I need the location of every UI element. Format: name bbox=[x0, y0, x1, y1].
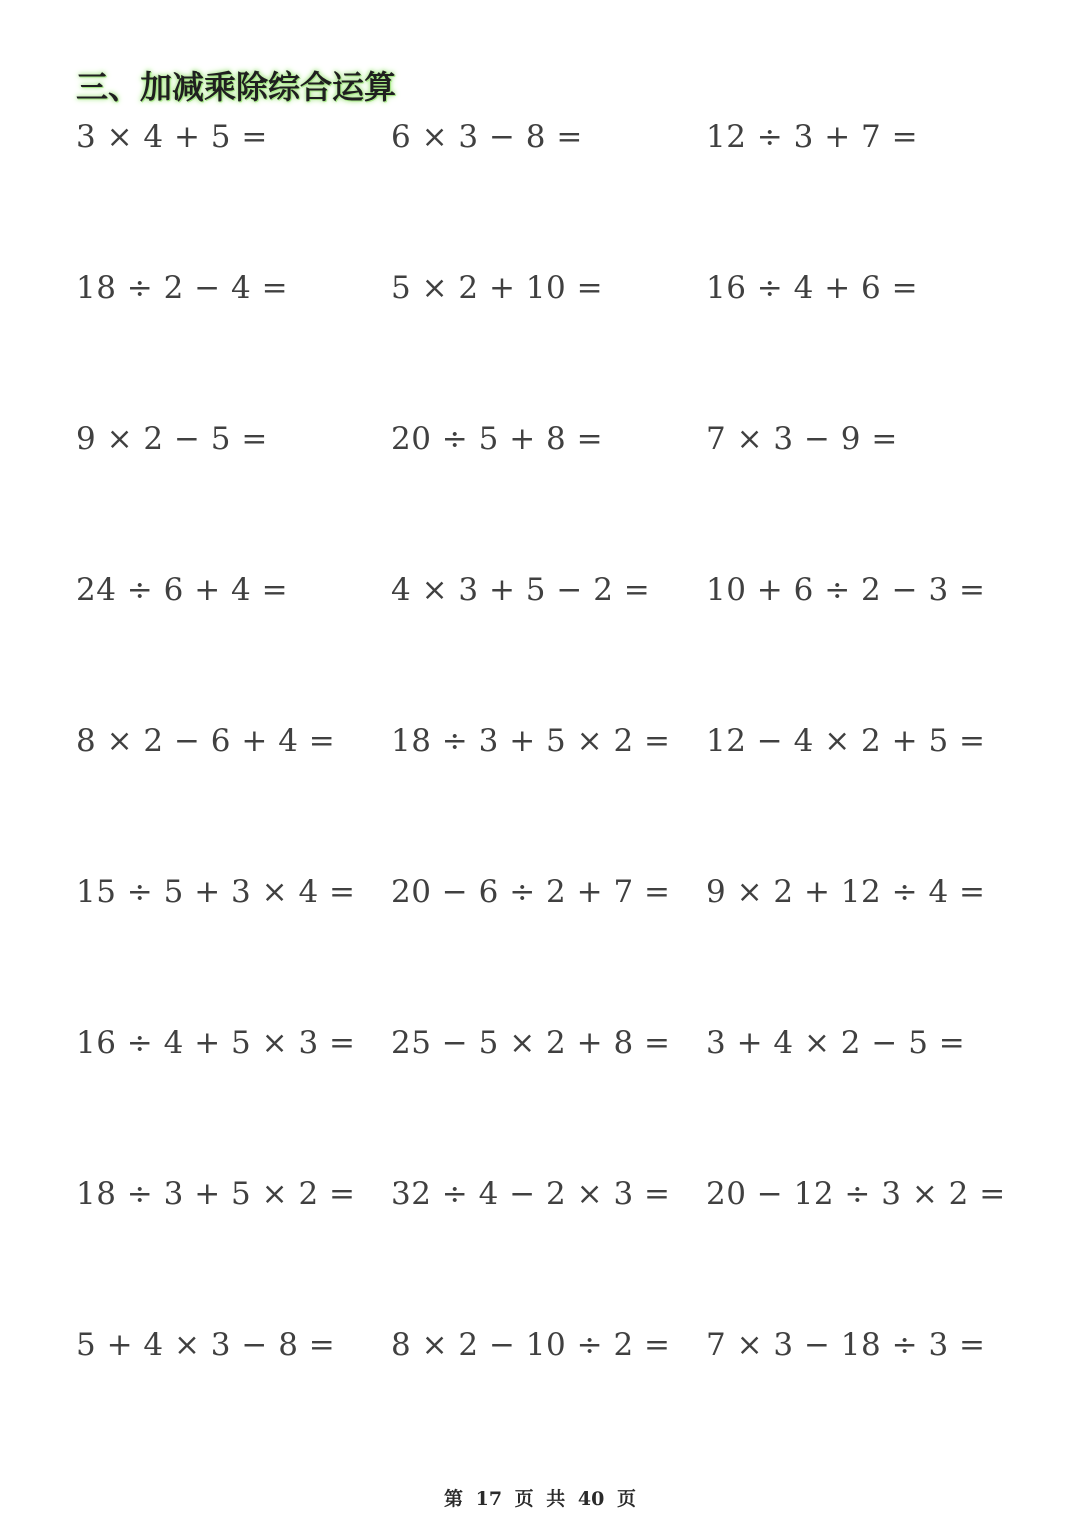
problem-item: 5 + 4 × 3 − 8 = bbox=[76, 1327, 336, 1363]
problem-row bbox=[76, 867, 1076, 917]
problem-item: 20 − 12 ÷ 3 × 2 = bbox=[706, 1176, 1006, 1212]
problem-row bbox=[76, 414, 1076, 464]
problem-item: 20 ÷ 5 + 8 = bbox=[391, 421, 604, 457]
problem-row bbox=[76, 112, 1076, 162]
problem-item: 7 × 3 − 18 ÷ 3 = bbox=[706, 1327, 986, 1363]
problem-grid bbox=[76, 112, 1076, 1412]
problem-item: 32 ÷ 4 − 2 × 3 = bbox=[391, 1176, 671, 1212]
problem-row bbox=[76, 1320, 1076, 1370]
problem-item: 8 × 2 − 6 + 4 = bbox=[76, 723, 336, 759]
problem-item: 9 × 2 − 5 = bbox=[76, 421, 268, 457]
problem-item: 18 ÷ 3 + 5 × 2 = bbox=[76, 1176, 356, 1212]
problem-item: 24 ÷ 6 + 4 = bbox=[76, 572, 289, 608]
problem-item: 12 − 4 × 2 + 5 = bbox=[706, 723, 986, 759]
problem-item: 6 × 3 − 8 = bbox=[391, 119, 583, 155]
problem-item: 20 − 6 ÷ 2 + 7 = bbox=[391, 874, 671, 910]
section-title: 三、加减乘除综合运算 bbox=[76, 68, 397, 106]
page-number: 第 17 页 共 40 页 bbox=[444, 1488, 636, 1510]
problem-item: 9 × 2 + 12 ÷ 4 = bbox=[706, 874, 986, 910]
problem-item: 15 ÷ 5 + 3 × 4 = bbox=[76, 874, 356, 910]
problem-row bbox=[76, 565, 1076, 615]
problem-item: 12 ÷ 3 + 7 = bbox=[706, 119, 919, 155]
problem-item: 5 × 2 + 10 = bbox=[391, 270, 604, 306]
problem-row bbox=[76, 263, 1076, 313]
problem-row bbox=[76, 716, 1076, 766]
problem-item: 10 + 6 ÷ 2 − 3 = bbox=[706, 572, 986, 608]
problem-row bbox=[76, 1169, 1076, 1219]
problem-item: 16 ÷ 4 + 6 = bbox=[706, 270, 919, 306]
problem-item: 8 × 2 − 10 ÷ 2 = bbox=[391, 1327, 671, 1363]
problem-item: 4 × 3 + 5 − 2 = bbox=[391, 572, 651, 608]
problem-item: 3 + 4 × 2 − 5 = bbox=[706, 1025, 966, 1061]
problem-item: 16 ÷ 4 + 5 × 3 = bbox=[76, 1025, 356, 1061]
problem-row bbox=[76, 1018, 1076, 1068]
problem-item: 3 × 4 + 5 = bbox=[76, 119, 268, 155]
problem-item: 18 ÷ 2 − 4 = bbox=[76, 270, 289, 306]
problem-item: 18 ÷ 3 + 5 × 2 = bbox=[391, 723, 671, 759]
problem-item: 7 × 3 − 9 = bbox=[706, 421, 898, 457]
problem-item: 25 − 5 × 2 + 8 = bbox=[391, 1025, 671, 1061]
